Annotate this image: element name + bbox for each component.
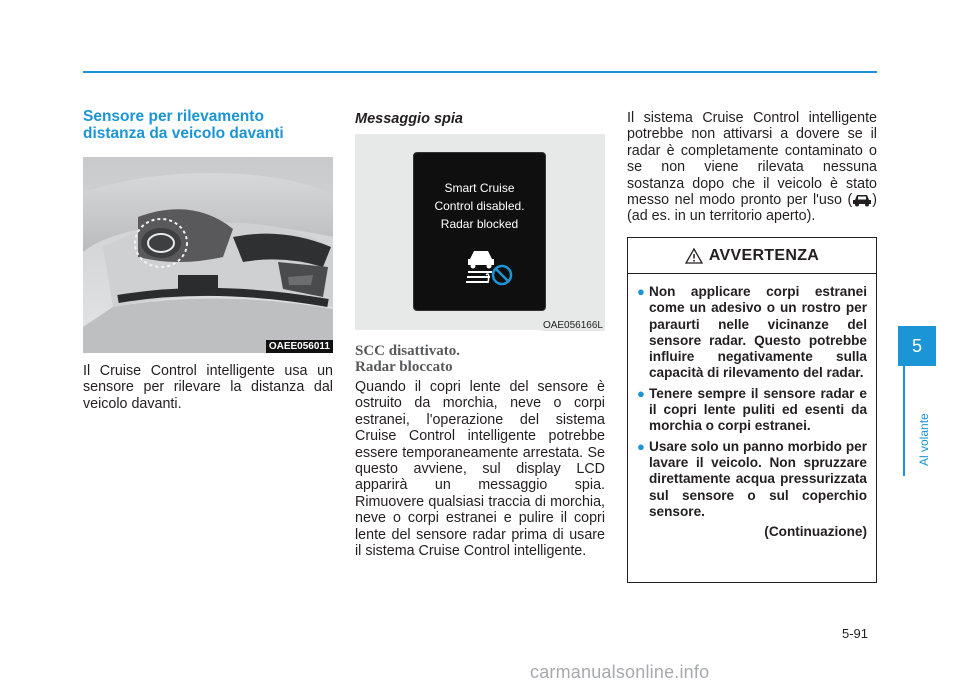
warning-item xyxy=(637,439,867,520)
section-title-line1: Sensore per rilevamento xyxy=(83,108,264,125)
top-rule xyxy=(83,71,877,73)
sensor-paragraph: Il Cruise Control intelligente usa un sensore per rilevare la distanza dal veicolo davanti. xyxy=(83,363,333,412)
page-number: 5-91 xyxy=(842,626,869,641)
car-front-illustration xyxy=(83,157,333,353)
warning-item-text: Usare solo un panno morbido per lavare il veicolo. Non spruzzare direttamente acqua pressurizzata sul sensore o sul coperchio sensore. xyxy=(649,438,867,519)
lcd-screen xyxy=(413,152,546,311)
warning-title: AVVERTENZA xyxy=(708,246,820,264)
message-paragraph: Quando il copri lente del sensore è ostruito da morchia, neve o corpi estranei, l'operazione del sistema Cruise Control intelligente potrebbe essere temporaneamente arrestata. Se questo avviene, sul display LCD apparirà un messaggio spia. Rimuovere qualsiasi traccia di morchia, neve o corpi estranei e pulire il copri lente del sensore radar prima di usare il sistema Cruise Control intelligente. xyxy=(355,379,605,560)
scc-disabled-title xyxy=(355,343,460,375)
warning-item-text: Tenere sempre il sensore radar e il copri lente puliti ed esenti da morchia o corpi estranei. xyxy=(649,385,867,434)
chapter-tab: 5 xyxy=(898,326,936,366)
car-front-photo xyxy=(83,157,333,353)
warning-item-text: Non applicare corpi estranei come un adesivo o un rostro per paraurti nelle vicinanze del sensore radar. Questo potrebbe influire negativamente sulla capacità di rilevamento del radar. xyxy=(649,284,867,381)
warning-item xyxy=(637,386,867,435)
warning-box xyxy=(627,237,877,583)
cruise-paragraph-start: Il sistema Cruise Control intelligente potrebbe non attivarsi a dovere se il radar è completamente contaminato o se non viene rilevata nessuna sostanza dopo che il veicolo è stato messo nel modo pronto per l'uso ( xyxy=(627,110,877,209)
scc-title-line1: SCC disattivato. xyxy=(355,343,461,359)
section-heading xyxy=(83,108,333,142)
lcd-line3: Radar blocked xyxy=(440,217,519,231)
chapter-label-text: Al volante xyxy=(917,413,931,466)
warning-list xyxy=(628,274,876,520)
lcd-image-code: OAE056166L xyxy=(542,320,603,331)
scc-title-line2: Radar bloccato xyxy=(355,359,453,375)
lcd-line1: Smart Cruise xyxy=(444,181,515,195)
message-title: Messaggio spia xyxy=(355,111,463,127)
bullet-icon: ● xyxy=(637,385,645,401)
bullet-icon: ● xyxy=(637,284,645,299)
warning-header xyxy=(628,238,876,274)
chapter-label xyxy=(903,366,931,476)
bullet-icon: ● xyxy=(637,438,645,454)
radar-blocked-icon xyxy=(464,245,514,289)
section-title-line2: distanza da veicolo davanti xyxy=(83,125,284,142)
cruise-paragraph xyxy=(627,110,877,225)
lcd-line2: Control disabled. xyxy=(434,199,525,213)
photo-code: OAEE056011 xyxy=(266,340,333,353)
lcd-message xyxy=(414,179,545,233)
watermark: carmanualsonline.info xyxy=(530,662,710,682)
car-ready-icon xyxy=(852,193,872,207)
lcd-illustration xyxy=(355,134,605,330)
warning-triangle-icon xyxy=(685,248,703,264)
continuation-note: (Continuazione) xyxy=(764,524,867,540)
cruise-paragraph-end: ) (ad es. in un territorio aperto). xyxy=(627,192,877,225)
warning-item xyxy=(637,284,867,382)
